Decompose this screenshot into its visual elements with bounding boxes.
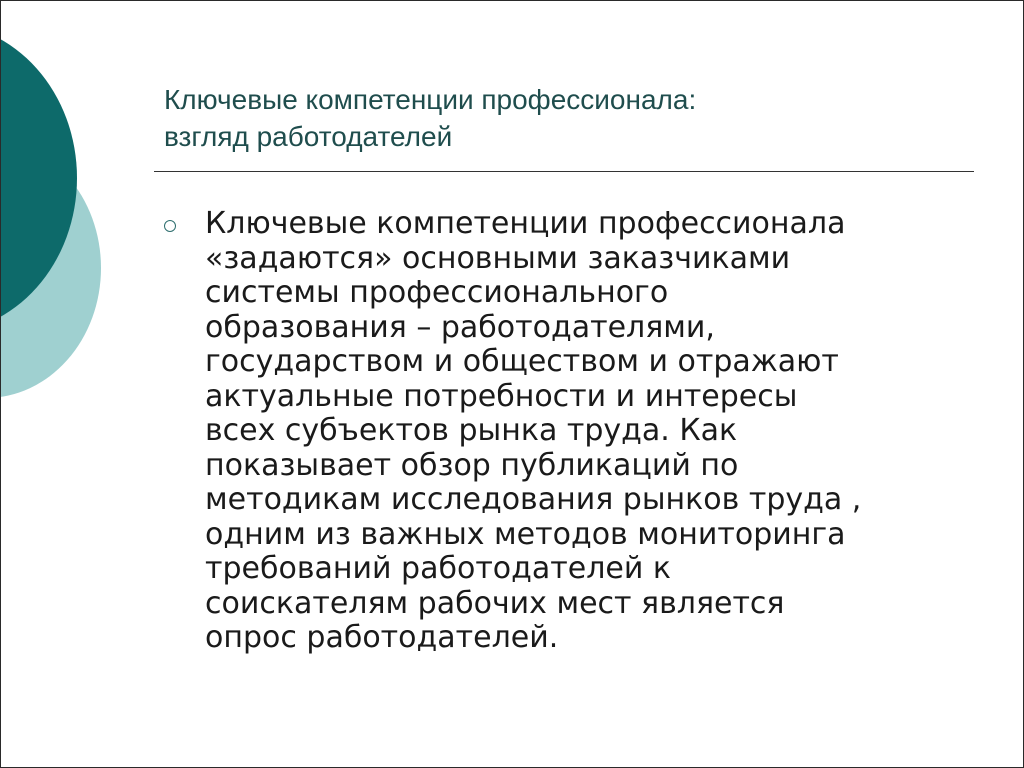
hollow-circle-bullet-icon <box>164 220 176 232</box>
title-divider <box>154 171 974 172</box>
bullet-text-line: «задаются» основными заказчиками <box>205 240 791 276</box>
bullet-text-line: образования – работодателями, <box>205 309 715 345</box>
bullet-text-line: соискателям рабочих мест является <box>205 585 785 621</box>
bullet-text <box>205 207 984 656</box>
bullet-text-line: системы профессионального <box>205 275 669 310</box>
bullet-text-line: методикам исследования рынков труда , <box>205 482 862 517</box>
bullet-text-line: требований работодателей к <box>205 551 671 586</box>
slide-title-line: Ключевые компетенции профессионала: <box>164 84 697 115</box>
bullet-text-line: всех субъектов рынка труда. Как <box>205 413 738 448</box>
bullet-text-line: одним из важных методов мониторинга <box>205 516 846 552</box>
slide-title-line: взгляд работодателей <box>164 121 453 152</box>
bullet-text-line: актуальные потребности и интересы <box>205 378 798 414</box>
bullet-item <box>164 207 984 656</box>
bullet-text-line: показывает обзор публикаций по <box>205 447 739 483</box>
slide-title <box>164 81 924 155</box>
bullet-text-line: государством и обществом и отражают <box>205 344 839 379</box>
bullet-text-line: опрос работодателей. <box>205 620 559 655</box>
bullet-text-line: Ключевые компетенции профессионала <box>205 206 846 241</box>
